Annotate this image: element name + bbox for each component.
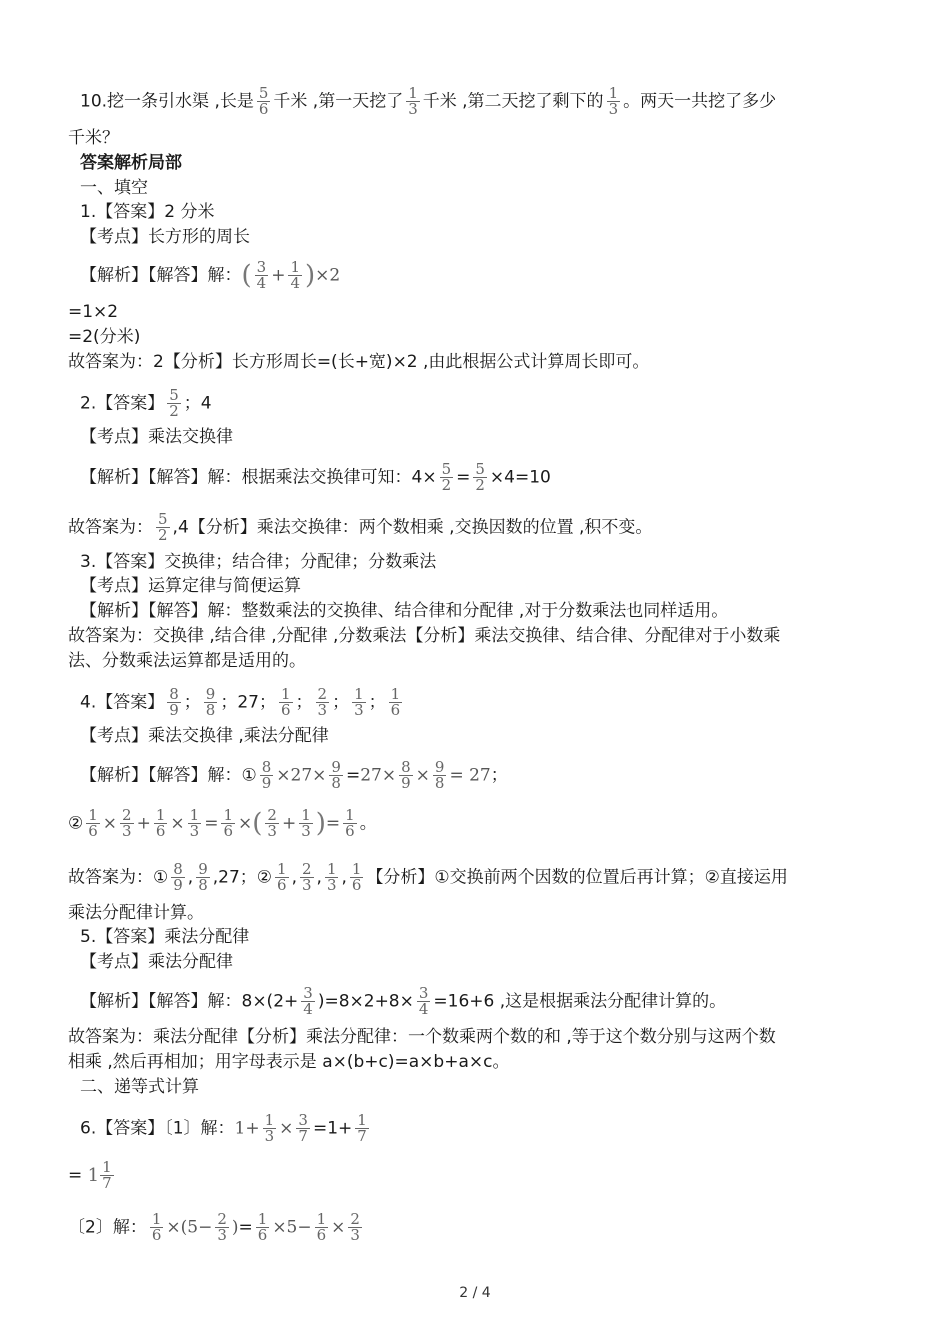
fraction: $\frac{5}{6}$ xyxy=(258,84,269,118)
conclusion-5-line1: 故答案为：乘法分配律【分析】乘法分配律：一个数乘两个数的和 ,等于这个数分别与这两个数 xyxy=(68,1027,776,1047)
fraction: $\frac{1}{7}$ xyxy=(357,1111,367,1145)
fraction: $\frac{3}{4}$ xyxy=(256,258,267,292)
fraction: $\frac{1}{3}$ xyxy=(354,685,364,719)
answer-3: 3.【答案】交换律；结合律；分配律；分数乘法 xyxy=(80,552,437,572)
fraction: $\frac{2}{3}$ xyxy=(217,1210,227,1244)
analysis-4: 【解析】【解答】解：① $\frac{8}{9}$ ×27× $\frac{9}{8}$ =27× $\frac{8}{9}$ × $\frac{9}{8}$ = 27； xyxy=(80,758,508,792)
fraction: $\frac{2}{3}$ xyxy=(350,1210,360,1244)
fraction: $\frac{2}{3}$ xyxy=(317,685,328,719)
fraction: $\frac{1}{6}$ xyxy=(280,685,291,719)
fraction: $\frac{8}{9}$ xyxy=(261,758,272,792)
answer-6-part2: 〔2〕解： $\frac{1}{6}$ ×(5− $\frac{2}{3}$ )= $\frac{1}{6}$ ×5− $\frac{1}{6}$ × $\frac{2}{3}$ xyxy=(68,1210,360,1244)
part-heading-2: 二、递等式计算 xyxy=(80,1077,199,1097)
fraction: $\frac{8}{9}$ xyxy=(173,860,183,894)
conclusion-3-line1: 故答案为：交换律 ,结合律 ,分配律 ,分数乘法【分析】乘法交换律、结合律、分配律对于小数乘 xyxy=(68,626,781,646)
step-2: =2(分米) xyxy=(68,327,141,347)
fraction: $\frac{1}{6}$ xyxy=(390,685,401,719)
fraction: $\frac{5}{2}$ xyxy=(475,460,485,494)
fraction: $\frac{1}{3}$ xyxy=(608,84,619,118)
fraction: $\frac{1}{6}$ xyxy=(316,1210,327,1244)
fraction: $\frac{1}{6}$ xyxy=(345,806,355,840)
answer-5: 5.【答案】乘法分配律 xyxy=(80,927,250,947)
section-title: 答案解析局部 xyxy=(80,153,182,173)
paren-close: ) xyxy=(315,808,326,839)
fraction: $\frac{3}{4}$ xyxy=(418,984,429,1018)
conclusion-5-line2: 相乘 ,然后再相加；用字母表示是 a×(b+c)=a×b+a×c。 xyxy=(68,1052,510,1072)
fraction: $\frac{1}{6}$ xyxy=(88,806,98,840)
fraction: $\frac{1}{3}$ xyxy=(189,806,200,840)
analysis-2: 【解析】【解答】解：根据乘法交换律可知：4× $\frac{5}{2}$ = $\frac{5}{2}$ ×4=10 xyxy=(80,460,551,494)
fraction: $\frac{1}{3}$ xyxy=(264,1111,275,1145)
topic-2: 【考点】乘法交换律 xyxy=(80,427,233,447)
fraction: $\frac{1}{3}$ xyxy=(301,806,311,840)
analysis-4-part2: ② $\frac{1}{6}$ × $\frac{2}{3}$ + $\frac{1}{6}$ × $\frac{1}{3}$ = $\frac{1}{6}$ ×( $\frac{2}{3}$ + $\frac{1}{3}$ )= $\frac{1}{6}$ 。 xyxy=(68,806,377,840)
fraction: $\frac{5}{2}$ xyxy=(158,510,168,544)
conclusion-1: 故答案为：2【分析】长方形周长=(长+宽)×2 ,由此根据公式计算周长即可。 xyxy=(68,352,650,372)
fraction: $\frac{1}{4}$ xyxy=(290,258,300,292)
step-1: =1×2 xyxy=(68,302,119,322)
fraction: $\frac{9}{8}$ xyxy=(434,758,445,792)
fraction: $\frac{5}{2}$ xyxy=(441,460,452,494)
fraction: $\frac{2}{3}$ xyxy=(122,806,132,840)
fraction: $\frac{1}{6}$ xyxy=(257,1210,268,1244)
fraction: $\frac{2}{3}$ xyxy=(267,806,277,840)
topic-3: 【考点】运算定律与简便运算 xyxy=(80,576,301,596)
fraction: $\frac{8}{9}$ xyxy=(401,758,411,792)
fraction: $\frac{1}{3}$ xyxy=(326,860,337,894)
conclusion-3-line2: 法、分数乘法运算都是适用的。 xyxy=(68,651,306,671)
answer-6-result: = 1 $\frac{1}{7}$ xyxy=(68,1158,112,1192)
fraction: $\frac{2}{3}$ xyxy=(301,860,312,894)
paren-close: ) xyxy=(305,260,316,291)
analysis-3: 【解析】【解答】解：整数乘法的交换律、结合律和分配律 ,对于分数乘法也同样适用。 xyxy=(80,601,729,621)
analysis-5: 【解析】【解答】解：8×(2+ $\frac{3}{4}$ )=8×2+8× $\frac{3}{4}$ =16+6 ,这是根据乘法分配律计算的。 xyxy=(80,984,727,1018)
fraction: $\frac{1}{3}$ xyxy=(408,84,418,118)
conclusion-4-line2: 乘法分配律计算。 xyxy=(68,903,204,923)
fraction: $\frac{1}{6}$ xyxy=(277,860,287,894)
page-number: 2 / 4 xyxy=(459,1285,491,1301)
fraction: $\frac{1}{6}$ xyxy=(155,806,166,840)
fraction: $\frac{9}{8}$ xyxy=(205,685,216,719)
answer-4: 4.【答案】 $\frac{8}{9}$ ； $\frac{9}{8}$ ；27； $\frac{1}{6}$ ； $\frac{2}{3}$ ； $\frac{1}{3}$ ； $\frac{1}{6}$ xyxy=(80,685,401,719)
conclusion-4-line1: 故答案为：① $\frac{8}{9}$ , $\frac{9}{8}$ ,27；② $\frac{1}{6}$ , $\frac{2}{3}$ , $\frac{1}{3}$ , $\frac{1}{6}$ 【分析】①交换前两个因数的位置后再计算；②直接运用 xyxy=(68,860,788,894)
topic-1: 【考点】长方形的周长 xyxy=(80,227,250,247)
question-10-line1: 10.挖一条引水渠 ,长是 $\frac{5}{6}$ 千米 ,第一天挖了 $\frac{1}{3}$ 千米 ,第二天挖了剩下的 $\frac{1}{3}$ 。两天一共挖了多少 xyxy=(80,84,777,118)
answer-2: 2.【答案】 $\frac{5}{2}$ ；4 xyxy=(80,386,212,420)
topic-5: 【考点】乘法分配律 xyxy=(80,952,233,972)
paren-open: ( xyxy=(241,260,252,291)
part-heading-1: 一、填空 xyxy=(80,178,148,198)
paren-open: ( xyxy=(252,808,263,839)
fraction: $\frac{1}{6}$ xyxy=(223,806,233,840)
fraction: $\frac{5}{2}$ xyxy=(169,386,179,420)
fraction: $\frac{9}{8}$ xyxy=(198,860,208,894)
fraction: $\frac{3}{7}$ xyxy=(298,1111,308,1145)
question-10-line2: 千米？ xyxy=(68,128,119,148)
answer-1: 1.【答案】2 分米 xyxy=(80,202,215,222)
fraction: $\frac{9}{8}$ xyxy=(331,758,341,792)
topic-4: 【考点】乘法交换律 ,乘法分配律 xyxy=(80,726,329,746)
conclusion-2: 故答案为： $\frac{5}{2}$ ,4【分析】乘法交换律：两个数相乘 ,交换因数的位置 ,积不变。 xyxy=(68,510,653,544)
fraction: $\frac{8}{9}$ xyxy=(169,685,179,719)
fraction: $\frac{1}{6}$ xyxy=(351,860,362,894)
fraction: $\frac{1}{6}$ xyxy=(151,1210,162,1244)
analysis-1: 【解析】【解答】解：( $\frac{3}{4}$ + $\frac{1}{4}$ )×2 xyxy=(80,258,341,292)
answer-6: 6.【答案】〔1〕解：1+ $\frac{1}{3}$ × $\frac{3}{7}$ =1+ $\frac{1}{7}$ xyxy=(80,1111,367,1145)
mixed-number: 1 $\frac{1}{7}$ xyxy=(87,1158,112,1192)
fraction: $\frac{3}{4}$ xyxy=(303,984,313,1018)
